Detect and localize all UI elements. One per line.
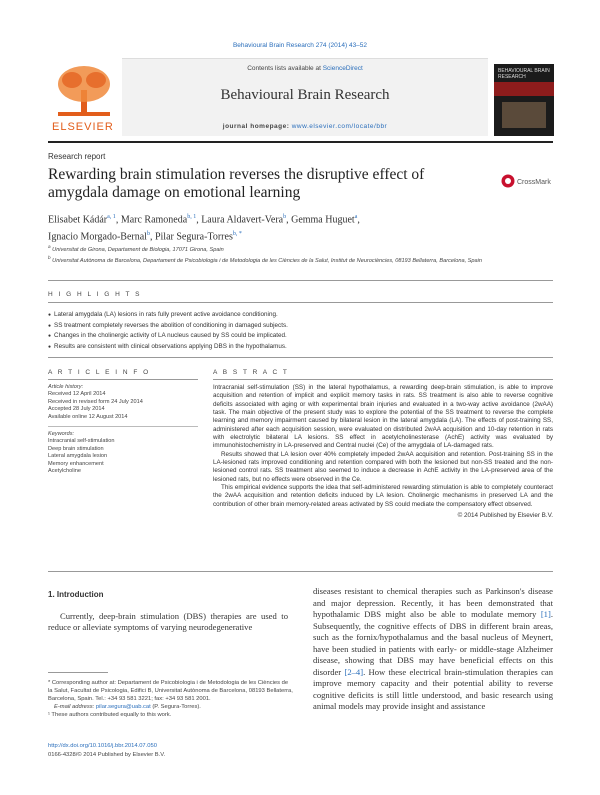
masthead-rule (48, 141, 553, 143)
author-list (48, 210, 518, 245)
keyword: Acetylcholine (48, 468, 81, 475)
abstract-paragraph: This empirical evidence supports the idea that self-administered rewarding stimulation is able to completely counteract the 2wAA acquisition and retention deficits induced by LA lesion. Cholinergic mechanisms in preserved LA and the contribution of other brain memory-related areas activated by SS could mediate the compensatory effect observed. (213, 484, 553, 508)
footnotes (48, 679, 293, 719)
keywords-list (48, 438, 198, 475)
author-name[interactable]: Gemma Huguet (291, 214, 355, 226)
homepage-label: journal homepage: (222, 123, 292, 130)
body-text: . Subsequently, the cognitive effects of DBS in different brain areas, such as the fornix/hypothalamus and the basal nucleus of Meynert, have been studied in patients with early- or middle-stage Alzheimer disease, showing that DBS may have beneficial effects on this disorder (313, 609, 553, 677)
journal-banner (122, 58, 488, 136)
keyword: Deep brain stimulation (48, 445, 104, 452)
highlight-item: ● Changes in the cholinergic activity of LA nucleus caused by SS could be implicated. (48, 331, 553, 342)
elsevier-tree-icon (54, 62, 114, 118)
elsevier-logo (48, 58, 120, 136)
body-left-column (48, 589, 288, 634)
abstract-paragraph: Results showed that LA lesion over 40% completely impeded 2wAA acquisition and retention. Post-training SS in the LA-lesioned rats improved conditioning and retention compared with both the lesioned but non-SS treated and the non-lesioned control rats. SS treatment also seemed to induce a decrease in AchE activity in the LA-preserved area of the lesioned rats, but no effects were observed in the Ce. (213, 450, 553, 483)
journal-title: Behavioural Brain Research (220, 87, 390, 103)
highlight-item: ● Lateral amygdala (LA) lesions in rats fully prevent active avoidance conditioning. (48, 310, 553, 321)
author-name[interactable]: Laura Aldavert-Vera (201, 214, 284, 226)
article-info (48, 384, 198, 475)
history-item: Available online 12 August 2014 (48, 413, 128, 420)
history-label: Article history: (48, 384, 84, 390)
authors-line-1: Elisabet Kádár$^{a, 1}$, Marc Ramoneda$^{b, 1}$, Laura Aldavert-Vera$^b$, Gemma Huguet$^a$, (48, 214, 360, 226)
crossmark-badge[interactable] (501, 173, 557, 189)
divider (48, 280, 553, 281)
footnote-rule (48, 672, 108, 673)
abstract-copyright: © 2014 Published by Elsevier B.V. (457, 512, 553, 520)
keyword: Memory enhancement (48, 460, 104, 467)
divider (48, 426, 198, 427)
publisher-name: ELSEVIER (52, 121, 114, 133)
body-paragraph: Currently, deep-brain stimulation (DBS) therapies are used to reduce or alleviate symptoms of varying neurodegenerative (48, 610, 288, 632)
keywords-label: Keywords: (48, 431, 75, 438)
abstract (213, 384, 553, 521)
keyword: Lateral amygdala lesion (48, 453, 108, 460)
highlights-list (48, 310, 553, 352)
history-item: Received 12 April 2014 (48, 391, 106, 398)
highlights-label: H I G H L I G H T S (48, 291, 142, 298)
body-paragraph (313, 586, 553, 713)
divider (48, 379, 198, 380)
cover-title: BEHAVIOURAL BRAIN RESEARCH (498, 68, 550, 80)
author-name[interactable]: Marc Ramoneda (120, 214, 188, 226)
article-title: Rewarding brain stimulation reverses the disruptive effect of amygdala damage on emotional learning (48, 166, 425, 201)
keyword: Intracranial self-stimulation (48, 438, 115, 445)
journal-homepage (122, 123, 488, 130)
doi-link[interactable]: http://dx.doi.org/10.1016/j.bbr.2014.07.050 (48, 743, 157, 749)
email-suffix: (P. Segura-Torres). (150, 704, 201, 710)
author-name[interactable]: Ignacio Morgado-Bernal (48, 231, 147, 243)
journal-citation[interactable]: Behavioural Brain Research 274 (2014) 43–52 (232, 42, 368, 49)
author-affiliation-marker: a (354, 214, 358, 220)
crossmark-icon (501, 173, 557, 189)
history-item: Accepted 28 July 2014 (48, 406, 105, 413)
homepage-link[interactable]: www.elsevier.com/locate/bbr (291, 123, 388, 130)
sciencedirect-link[interactable]: ScienceDirect (322, 65, 363, 72)
email-label: E-mail address: (54, 704, 96, 710)
author-name[interactable]: Elisabet Kádár (48, 214, 108, 226)
issn-line: 0166-4328/© 2014 Published by Elsevier B.V. (48, 752, 166, 758)
divider (48, 571, 553, 572)
body-right-column (313, 586, 553, 713)
affiliation-text: Universitat Autònoma de Barcelona, Departament de Psicobiologia i de Metodologia de les Ciències de la Salut, Institut de Neurociències, 08193 Bellaterra, Barcelona, Spain (50, 257, 482, 264)
contents-line (122, 65, 488, 72)
history-item: Received in revised form 24 July 2014 (48, 398, 143, 405)
citation-link[interactable]: [1] (540, 609, 551, 619)
author-affiliation-marker: b, 1 (187, 214, 197, 220)
article-type: Research report (48, 152, 106, 161)
email-note (48, 703, 293, 711)
author-affiliation-marker: b (283, 214, 287, 220)
email-link[interactable]: pilar.segura@uab.cat (95, 704, 151, 710)
affiliation (48, 243, 553, 254)
highlight-item: ● Results are consistent with clinical observations applying DBS in the hypothalamus. (48, 342, 553, 353)
citation-link[interactable]: [2–4] (344, 666, 364, 677)
affiliation-text: Universitat de Girona, Departament de Biologia, 17071 Girona, Spain (50, 246, 224, 253)
corresponding-author-note: * Corresponding author at: Departament de Psicobiologia i de Metodologia de les Ciències de la Salut, Facultat de Psicologia, Edifici B, Universitat Autònoma de Barcelona, 08193 Bellaterra, Barcelona, Spain. Tel.: +34 93 581 3221; fax: +34 93 581 2001. (48, 680, 293, 702)
author-affiliation-marker: b (146, 231, 150, 238)
crossmark-label: CrossMark (517, 179, 551, 186)
divider (213, 379, 553, 380)
abstract-label: A B S T R A C T (213, 369, 289, 376)
contents-prefix: Contents lists available at (247, 65, 323, 72)
article-info-label: A R T I C L E I N F O (48, 369, 151, 376)
body-text: . How these electrical brain-stimulation therapies can improve memory capacity and their potential ability to reverse cognitive deficits is still little understood, and basic research using animal models may provide insight and assistance (313, 666, 554, 711)
affiliations (48, 243, 553, 265)
masthead (48, 58, 553, 138)
author-affiliation-marker: b, * (232, 231, 242, 238)
author-name[interactable]: Pilar Segura-Torres (154, 231, 233, 243)
abstract-paragraph: Intracranial self-stimulation (SS) in the lateral hypothalamus, a rewarding deep-brain stimulation, is able to improve acquisition and retention of implicit and explicit memory tasks in rats. SS treatment is also able to reverse cognitive deficits associated with aging or with experimental brain injuries and evaluated in a two-way active avoidance (2wAA) task. The main objective of the present study was to explore the potential of the SS treatment to reverse the complete learning and memory impairment caused by bilateral lesion in the lateral amygdala (LA). The effects of post-training SS, administered after each acquisition session, were evaluated on distributed 2wAA acquisition and 10-day retention in rats with electrolytic bilateral LA lesions. SS effect in acetylcholinesterase (AchE) activity was evaluated by immunohistochemistry in LA-preserved and Central nuclei (Ce) of the amygdala of LA-damaged rats. (213, 384, 553, 450)
affiliation-marker: a (48, 244, 51, 249)
authors-line-2: Ignacio Morgado-Bernal$^b$, Pilar Segura-Torres$^{b, *}$ (48, 231, 242, 243)
highlight-item: ● SS treatment completely reverses the abolition of conditioning in damaged subjects. (48, 321, 553, 332)
section-heading: 1. Introduction (48, 590, 104, 599)
cover-image (502, 102, 546, 128)
divider (48, 357, 553, 358)
equal-contribution-note: ¹ These authors contributed equally to this work. (48, 712, 172, 718)
history-list (48, 391, 198, 421)
divider (48, 302, 553, 303)
cover-band (494, 82, 554, 96)
journal-cover (494, 64, 554, 136)
body-text: diseases resistant to chemical therapies such as Parkinson's disease and major depression. Recently, it has been demonstrated that hypothalamic DBS might also be able to modulate memory (313, 586, 553, 619)
author-affiliation-marker: a, 1 (107, 214, 116, 220)
affiliation-marker: b (48, 254, 51, 260)
affiliation (48, 254, 553, 265)
